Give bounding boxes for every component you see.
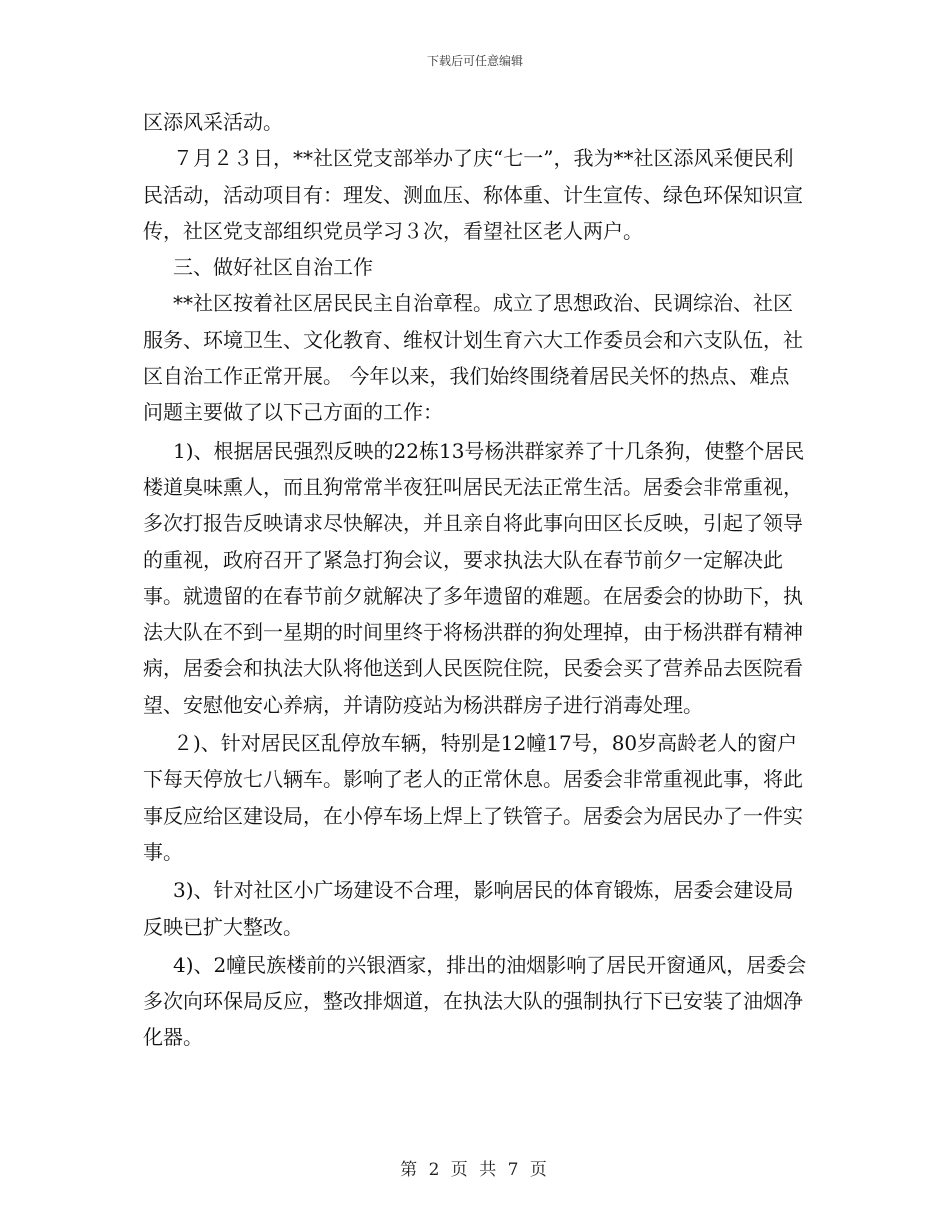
document-body [143,104,808,1056]
paragraph-self-governance: **社区按着社区居民民主自治章程。成立了思想政治、民调综治、社区服务、环境卫生、文化教育、维权计划生育六大工作委员会和六支队伍，社区自治工作正常开展。 今年以来，我们始终围绕着居民关怀的热点、难点问题主要做了以下己方面的工作： [143,291,803,425]
paragraph-continuation: 区添风采活动。 [143,110,283,134]
paragraph-item-1: 1)、根据居民强烈反映的22栋13号杨洪群家养了十几条狗，使整个居民楼道臭味熏人，而且狗常常半夜狂叫居民无法正常生活。居委会非常重视，多次打报告反映请求尽快解决，并且亲自将此事向田区长反映，引起了领导的重视，政府召开了紧急打狗会议，要求执法大队在春节前夕一定解决此事。就遗留的在春节前夕就解决了多年遗留的难题。在居委会的协助下，执法大队在不到一星期的时间里终于将杨洪群的狗处理掉，由于杨洪群有精神病，居委会和执法大队将他送到人民医院住院，民委会买了营养品去医院看望、安慰他安心养病，并请防疫站为杨洪群房子进行消毒处理。 [143,438,805,717]
paragraph-item-3: 3)、针对社区小广场建设不合理，影响居民的体育锻炼，居委会建设局反映已扩大整改。 [143,878,794,939]
page-number: 第 2 页 共 7 页 [400,1160,550,1180]
paragraph-july-event: ７月２３日，**社区党支部举办了庆“七一”，我为**社区添风采便民利民活动，活动项目有：理发、测血压、称体重、计生宣传、绿色环保知识宣传，社区党支部组织党员学习３次，看望社区老人两户。 [143,146,803,243]
paragraph-item-4: 4)、2幢民族楼前的兴银酒家，排出的油烟影响了居民开窗通风，居委会多次向环保局反应，整改排烟道，在执法大队的强制执行下已安装了油烟净化器。 [143,952,807,1050]
page-header: 下载后可任意编辑 [426,54,523,68]
paragraph-item-2: ２)、针对居民区乱停放车辆，特别是12幢17号，80岁高龄老人的窗户下每天停放七八辆车。影响了老人的正常休息。居委会非常重视此事，将此事反应给区建设局，在小停车场上焊上了铁管子。居委会为居民办了一件实事。 [143,731,803,864]
section-heading: 三、做好社区自治工作 [173,255,373,280]
